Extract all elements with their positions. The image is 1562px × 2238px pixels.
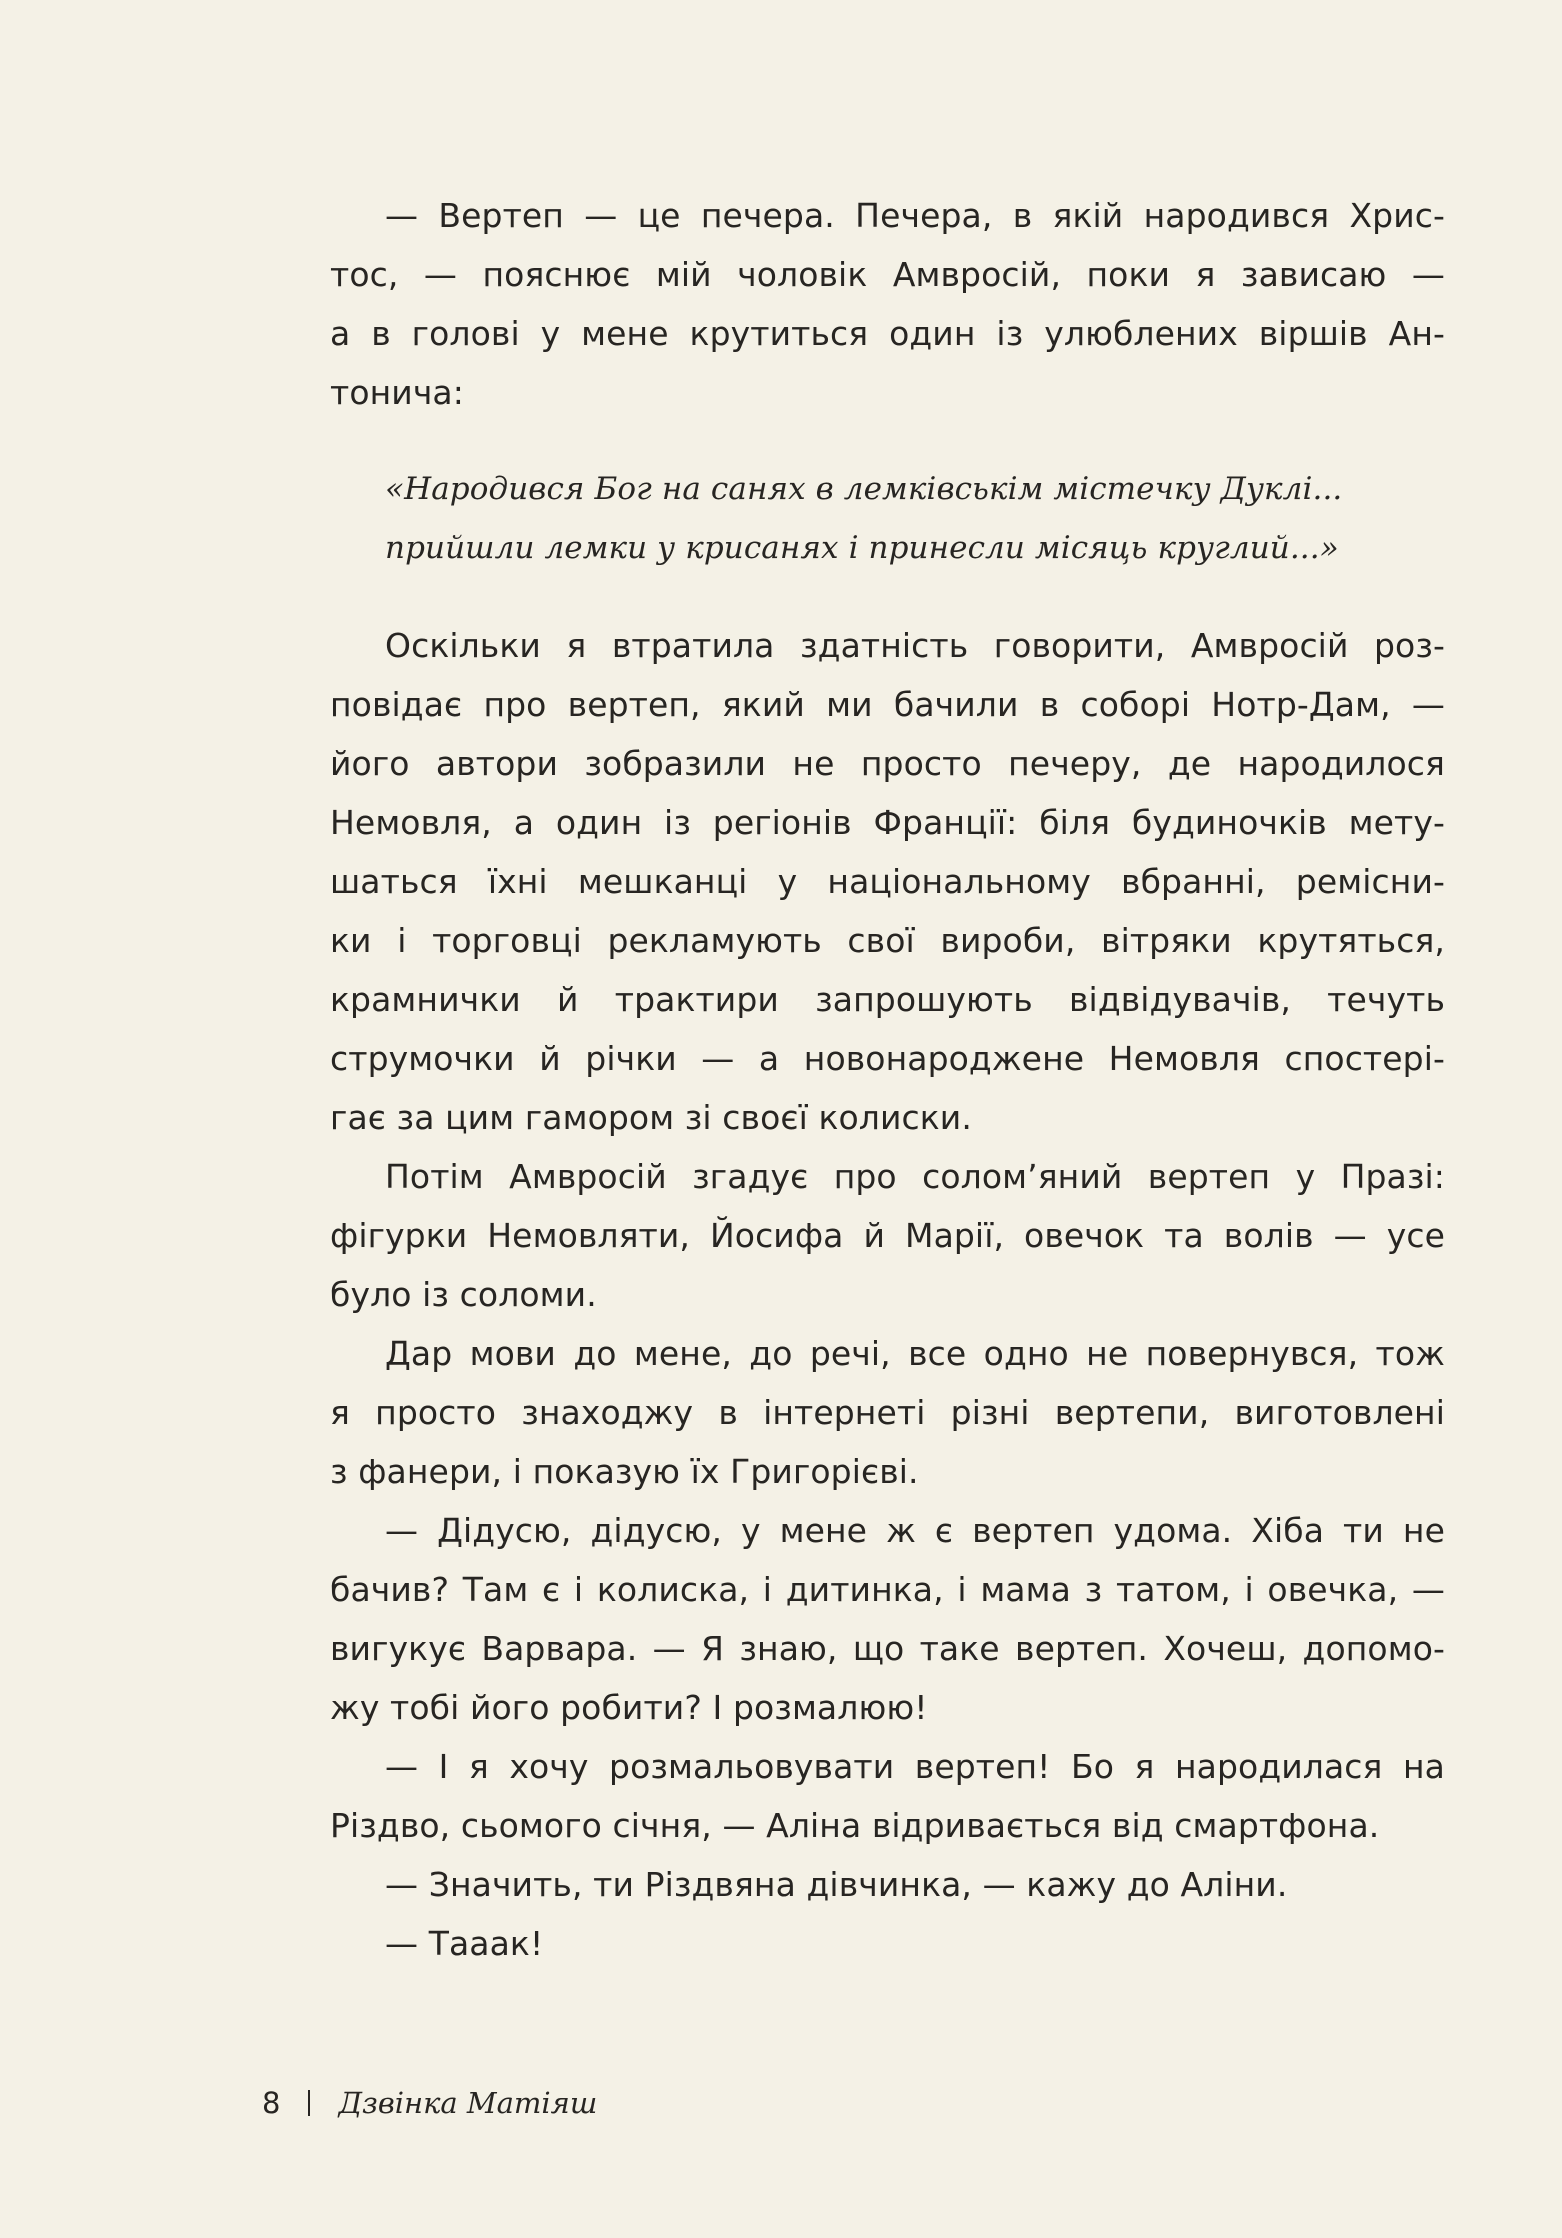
text-line: а в голові у мене крутиться один із улюблених віршів Ан- [330, 314, 1445, 353]
paragraph [330, 1914, 1445, 1973]
paragraph [330, 1147, 1445, 1324]
text-line: його автори зобразили не просто печеру, де народилося [330, 744, 1445, 783]
footer-divider [308, 2090, 310, 2116]
text-line: Немовля, а один із регіонів Франції: біля будиночків мету- [330, 803, 1445, 842]
paragraph [330, 1855, 1445, 1914]
text-line: Потім Амвросій згадує про солом’яний вертеп у Празі: [385, 1157, 1445, 1196]
text-line: — Вертеп — це печера. Печера, в якій народився Хрис- [385, 196, 1445, 235]
text-line: — Значить, ти Різдвяна дівчинка, — кажу до Аліни. [385, 1865, 1288, 1904]
text-line: жу тобі його робити? І розмалюю! [330, 1688, 928, 1727]
text-line: — Тааак! [385, 1924, 544, 1963]
author-name: Дзвінка Матіяш [338, 2086, 598, 2120]
text-line: вигукує Варвара. — Я знаю, що таке вертеп. Хочеш, допомо- [330, 1629, 1445, 1668]
text-line: — І я хочу розмальовувати вертеп! Бо я народилася на [385, 1747, 1445, 1786]
text-line: бачив? Там є і колиска, і дитинка, і мама з татом, і овечка, — [330, 1570, 1445, 1609]
body-text [330, 186, 1445, 1973]
poem-quote [330, 460, 1445, 578]
paragraph [330, 186, 1445, 422]
text-line: ки і торговці рекламують свої вироби, вітряки крутяться, [330, 921, 1445, 960]
text-line: з фанери, і показую їх Григорієві. [330, 1452, 919, 1491]
paragraph [330, 1501, 1445, 1737]
paragraph [330, 1737, 1445, 1855]
text-line: Дар мови до мене, до речі, все одно не повернувся, тож [385, 1334, 1445, 1373]
text-line: фігурки Немовляти, Йосифа й Марії, овечок та волів — усе [330, 1216, 1445, 1255]
text-line: було із соломи. [330, 1275, 597, 1314]
verse-line: прийшли лемки у крисанях і принесли місяць круглий...» [385, 530, 1339, 566]
text-line: Різдво, сьомого січня, — Аліна відривається від смартфона. [330, 1806, 1380, 1845]
text-line: гає за цим гамором зі своєї колиски. [330, 1098, 972, 1137]
text-line: повідає про вертеп, який ми бачили в соборі Нотр-Дам, — [330, 685, 1445, 724]
text-line: я просто знаходжу в інтернеті різні вертепи, виготовлені [330, 1393, 1445, 1432]
paragraph [330, 1324, 1445, 1501]
text-line: тонича: [330, 373, 464, 412]
verse-line: «Народився Бог на санях в лемківськім містечку Дуклі... [385, 471, 1343, 507]
text-line: струмочки й річки — а новонароджене Немовля спостері- [330, 1039, 1445, 1078]
text-line: тос, — пояснює мій чоловік Амвросій, поки я зависаю — [330, 255, 1445, 294]
page-footer [262, 2086, 597, 2120]
text-line: шаться їхні мешканці у національному вбранні, ремісни- [330, 862, 1445, 901]
page-number: 8 [262, 2086, 281, 2120]
paragraph [330, 616, 1445, 1147]
text-line: — Дідусю, дідусю, у мене ж є вертеп удома. Хіба ти не [385, 1511, 1445, 1550]
text-line: Оскільки я втратила здатність говорити, Амвросій роз- [385, 626, 1445, 665]
text-line: крамнички й трактири запрошують відвідувачів, течуть [330, 980, 1445, 1019]
